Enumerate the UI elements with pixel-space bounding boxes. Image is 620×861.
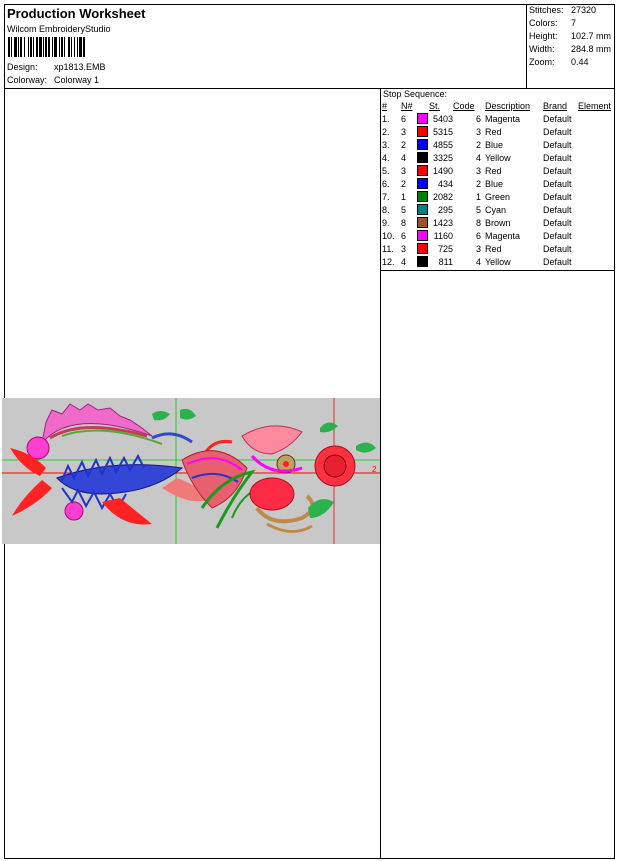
software-name: Wilcom EmbroideryStudio xyxy=(7,24,111,34)
col-header-index: # xyxy=(382,101,388,111)
row-brand: Default xyxy=(543,179,572,189)
table-header-row xyxy=(381,100,618,113)
row-description: Red xyxy=(485,127,502,137)
row-description: Magenta xyxy=(485,114,521,124)
table-row xyxy=(381,152,618,165)
row-needle: 3 xyxy=(401,166,407,176)
row-brand: Default xyxy=(543,127,572,137)
row-element xyxy=(578,230,618,243)
row-swatch xyxy=(417,152,429,165)
row-swatch xyxy=(417,165,429,178)
row-swatch xyxy=(417,230,429,243)
row-brand: Default xyxy=(543,153,572,163)
table-row xyxy=(381,113,618,126)
row-element xyxy=(578,191,618,204)
row-index: 7. xyxy=(382,192,390,202)
row-needle: 8 xyxy=(401,218,407,228)
row-index: 6. xyxy=(382,179,390,189)
row-description: Red xyxy=(485,166,502,176)
design-preview xyxy=(2,398,380,544)
row-brand: Default xyxy=(543,166,572,176)
row-swatch xyxy=(417,243,429,256)
table-row xyxy=(381,256,618,269)
row-code: 8 xyxy=(475,218,481,228)
row-stitches: 4855 xyxy=(432,140,453,150)
table-row xyxy=(381,178,618,191)
row-swatch xyxy=(417,178,429,191)
color-swatch xyxy=(417,243,428,254)
table-row xyxy=(381,191,618,204)
row-index: 8. xyxy=(382,205,390,215)
row-swatch xyxy=(417,217,429,230)
row-element xyxy=(578,113,618,126)
colors-label: Colors: xyxy=(529,18,558,28)
row-code: 2 xyxy=(475,179,481,189)
height-label: Height: xyxy=(529,31,558,41)
row-swatch xyxy=(417,113,429,126)
row-swatch xyxy=(417,204,429,217)
row-index: 3. xyxy=(382,140,390,150)
row-needle: 4 xyxy=(401,153,407,163)
row-code: 6 xyxy=(475,114,481,124)
row-description: Green xyxy=(485,192,511,202)
row-index: 2. xyxy=(382,127,390,137)
col-header-element: Element xyxy=(578,101,612,111)
color-swatch xyxy=(417,152,428,163)
colorway-label: Colorway: xyxy=(7,75,48,85)
color-swatch xyxy=(417,191,428,202)
row-brand: Default xyxy=(543,205,572,215)
row-needle: 2 xyxy=(401,179,407,189)
stitches-label: Stitches: xyxy=(529,5,564,15)
row-index: 4. xyxy=(382,153,390,163)
row-code: 3 xyxy=(475,244,481,254)
col-header-swatch xyxy=(417,100,429,113)
row-swatch xyxy=(417,126,429,139)
row-index: 10. xyxy=(382,231,395,241)
row-description: Cyan xyxy=(485,205,507,215)
row-index: 9. xyxy=(382,218,390,228)
design-value: xp1813.EMB xyxy=(54,62,106,72)
row-element xyxy=(578,165,618,178)
color-swatch xyxy=(417,256,428,267)
row-stitches: 2082 xyxy=(432,192,453,202)
color-swatch xyxy=(417,126,428,137)
row-index: 5. xyxy=(382,166,390,176)
row-needle: 6 xyxy=(401,114,407,124)
row-needle: 6 xyxy=(401,231,407,241)
row-brand: Default xyxy=(543,114,572,124)
row-brand: Default xyxy=(543,257,572,267)
table-row xyxy=(381,217,618,230)
colors-value: 7 xyxy=(571,18,577,28)
colorway-value: Colorway 1 xyxy=(54,75,100,85)
col-header-needle: N# xyxy=(401,101,413,111)
row-element xyxy=(578,126,618,139)
row-stitches: 3325 xyxy=(432,153,453,163)
col-header-stitches: St. xyxy=(429,101,441,111)
row-needle: 2 xyxy=(401,140,407,150)
color-swatch xyxy=(417,230,428,241)
table-row xyxy=(381,139,618,152)
row-description: Blue xyxy=(485,179,504,189)
row-needle: 3 xyxy=(401,244,407,254)
row-needle: 5 xyxy=(401,205,407,215)
row-element xyxy=(578,217,618,230)
row-code: 4 xyxy=(475,257,481,267)
row-index: 12. xyxy=(382,257,395,267)
row-description: Yellow xyxy=(485,153,511,163)
row-description: Blue xyxy=(485,140,504,150)
color-swatch xyxy=(417,113,428,124)
row-needle: 3 xyxy=(401,127,407,137)
row-stitches: 811 xyxy=(438,257,453,267)
col-header-description: Description xyxy=(485,101,531,111)
row-stitches: 5403 xyxy=(432,114,453,124)
barcode xyxy=(8,37,130,57)
row-element xyxy=(578,256,618,269)
row-index: 1. xyxy=(382,114,390,124)
row-element xyxy=(578,139,618,152)
row-stitches: 725 xyxy=(437,244,453,254)
embroidery-design-image xyxy=(2,398,380,544)
row-brand: Default xyxy=(543,192,572,202)
row-brand: Default xyxy=(543,218,572,228)
zoom-value: 0.44 xyxy=(571,57,589,67)
row-code: 6 xyxy=(475,231,481,241)
row-brand: Default xyxy=(543,231,572,241)
stop-sequence-title: Stop Sequence: xyxy=(383,89,448,99)
row-code: 1 xyxy=(475,192,481,202)
row-brand: Default xyxy=(543,140,572,150)
row-index: 11. xyxy=(382,244,394,254)
table-row xyxy=(381,126,618,139)
row-code: 5 xyxy=(475,205,481,215)
row-stitches: 5315 xyxy=(432,127,453,137)
color-swatch xyxy=(417,217,428,228)
row-code: 4 xyxy=(475,153,481,163)
row-stitches: 1490 xyxy=(432,166,453,176)
color-swatch xyxy=(417,178,428,189)
color-swatch xyxy=(417,165,428,176)
row-code: 3 xyxy=(475,127,481,137)
row-element xyxy=(578,178,618,191)
design-label: Design: xyxy=(7,62,38,72)
row-description: Red xyxy=(485,244,502,254)
width-value: 284.8 mm xyxy=(571,44,612,54)
zoom-label: Zoom: xyxy=(529,57,555,67)
sequence-divider xyxy=(380,270,615,271)
row-element xyxy=(578,243,618,256)
table-row xyxy=(381,204,618,217)
row-needle: 4 xyxy=(401,257,407,267)
height-value: 102.7 mm xyxy=(571,31,612,41)
design-marker-label: 2 xyxy=(372,465,377,474)
row-swatch xyxy=(417,256,429,269)
width-label: Width: xyxy=(529,44,555,54)
row-swatch xyxy=(417,139,429,152)
row-description: Yellow xyxy=(485,257,511,267)
row-stitches: 295 xyxy=(437,205,453,215)
row-stitches: 1423 xyxy=(432,218,453,228)
row-stitches: 1160 xyxy=(433,231,453,241)
col-header-brand: Brand xyxy=(543,101,568,111)
col-header-code: Code xyxy=(453,101,475,111)
table-row xyxy=(381,243,618,256)
row-code: 2 xyxy=(475,140,481,150)
row-swatch xyxy=(417,191,429,204)
color-swatch xyxy=(417,139,428,150)
row-element xyxy=(578,152,618,165)
row-brand: Default xyxy=(543,244,572,254)
row-needle: 1 xyxy=(401,192,407,202)
row-stitches: 434 xyxy=(437,179,453,189)
stitches-value: 27320 xyxy=(571,5,597,15)
stop-sequence-table xyxy=(381,100,618,269)
row-element xyxy=(578,204,618,217)
stats-divider xyxy=(526,4,527,88)
row-code: 3 xyxy=(475,166,481,176)
page-title: Production Worksheet xyxy=(7,6,146,21)
row-description: Magenta xyxy=(485,231,521,241)
row-description: Brown xyxy=(485,218,511,228)
color-swatch xyxy=(417,204,428,215)
table-row xyxy=(381,165,618,178)
table-row xyxy=(381,230,618,243)
header-divider xyxy=(4,88,615,89)
